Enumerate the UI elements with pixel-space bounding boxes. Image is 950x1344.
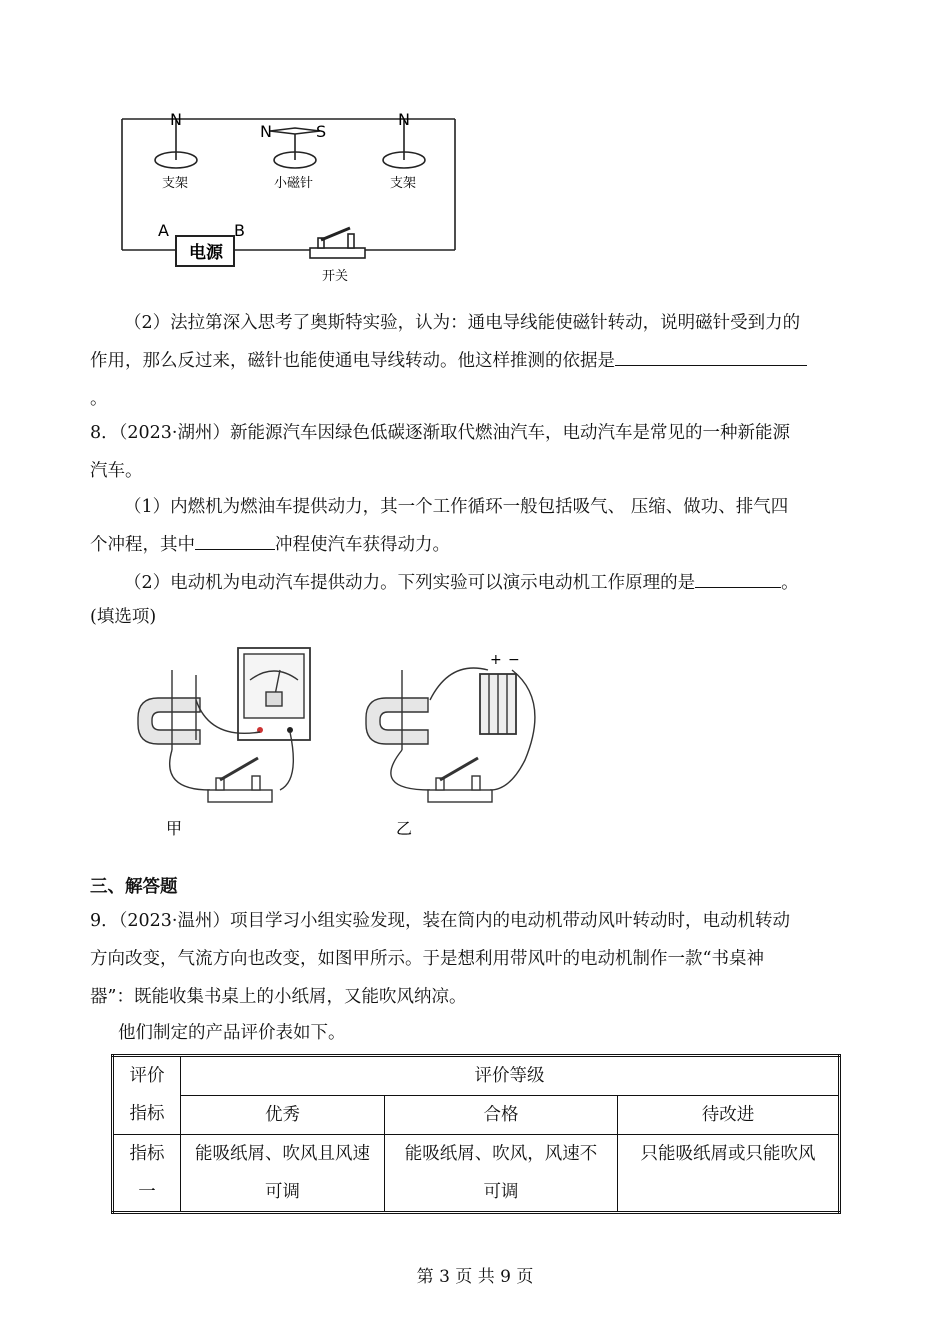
terminal-b-label: B — [234, 221, 245, 240]
battery-plus-label: + — [490, 652, 502, 668]
q8-part1-line1: （1）内燃机为燃油车提供动力，其一个工作循环一般包括吸气、 压缩、做功、排气四 — [124, 497, 789, 517]
q9-line3: 器”：既能收集书桌上的小纸屑，又能吹风纳凉。 — [90, 987, 467, 1007]
indicator-header-cell — [113, 1056, 181, 1135]
circuit-figure — [110, 100, 470, 290]
page-footer: 第 3 页 共 9 页 — [416, 1267, 534, 1287]
cell-improve: 只能吸纸屑或只能吹风 — [618, 1135, 840, 1213]
indicator-header-text: 指标 — [129, 1104, 165, 1124]
needle-label: 小磁针 — [274, 176, 314, 191]
cell-text: 能吸纸屑、吹风且风速 — [195, 1144, 370, 1164]
stand-left-label: 支架 — [162, 176, 189, 191]
north-label-right: N — [398, 110, 410, 129]
battery-minus-label: − — [508, 652, 520, 668]
q9-line1: 9．（2023·温州）项目学习小组实验发现，装在筒内的电动机带动风叶转动时，电动机转动 — [90, 911, 790, 931]
indicator-header-text: 评价 — [129, 1066, 165, 1086]
table-row — [113, 1135, 840, 1213]
q8-stem-line1: 8．（2023·湖州）新能源汽车因绿色低碳逐渐取代燃油汽车，电动汽车是常见的一种新能源 — [90, 423, 790, 443]
row-label-text: 一 — [138, 1182, 156, 1202]
q7-part2-line3: 。 — [90, 389, 108, 409]
answer-blank[interactable] — [695, 565, 781, 588]
q8-part2-line1 — [90, 564, 860, 602]
q8-part1-line2 — [90, 526, 860, 564]
col-pass-header: 合格 — [385, 1096, 618, 1135]
section-title: 三、解答题 — [90, 877, 178, 897]
answer-blank[interactable] — [615, 343, 807, 366]
cell-text: 可调 — [483, 1182, 519, 1202]
q7-part2-line1: （2）法拉第深入思考了奥斯特实验，认为：通电导线能使磁针转动，说明磁针受到力的 — [124, 313, 801, 333]
experiment-figure — [130, 640, 560, 845]
answer-blank[interactable] — [195, 527, 275, 550]
row-label-text: 指标 — [129, 1144, 165, 1164]
row-label-cell — [113, 1135, 181, 1213]
grade-header-cell: 评价等级 — [181, 1056, 840, 1096]
needle-north-label: N — [260, 122, 272, 141]
q9-line4: 他们制定的产品评价表如下。 — [118, 1023, 346, 1043]
q9-line2: 方向改变，气流方向也改变，如图甲所示。于是想利用带风叶的电动机制作一款“书桌神 — [90, 949, 764, 969]
needle-south-label: S — [316, 122, 327, 141]
q8-part1-text-a: 个冲程，其中 — [90, 535, 195, 555]
cell-excellent — [181, 1135, 385, 1213]
terminal-a-label: A — [158, 221, 169, 240]
figure-yi-label: 乙 — [396, 819, 413, 838]
q8-part1-text-b: 冲程使汽车获得动力。 — [275, 535, 450, 555]
cell-pass — [385, 1135, 618, 1213]
cell-text: 可调 — [265, 1182, 300, 1202]
switch-label: 开关 — [322, 269, 349, 284]
q8-part2-line2: (填选项) — [90, 607, 157, 627]
stand-right-label: 支架 — [390, 176, 417, 191]
q8-part2-text-a: （2）电动机为电动汽车提供动力。下列实验可以演示电动机工作原理的是 — [124, 573, 696, 593]
power-label: 电源 — [189, 243, 223, 263]
evaluation-table — [111, 1054, 841, 1214]
q7-part2-text: 作用，那么反过来，磁针也能使通电导线转动。他这样推测的依据是 — [90, 351, 615, 371]
q8-part2-text-b: 。 — [781, 573, 799, 593]
col-improve-header: 待改进 — [618, 1096, 840, 1135]
cell-text: 能吸纸屑、吹风，风速不 — [404, 1144, 598, 1164]
q8-stem-line2: 汽车。 — [90, 461, 143, 481]
q7-part2-line2 — [90, 342, 860, 380]
figure-jia-label: 甲 — [166, 819, 183, 838]
col-excellent-header: 优秀 — [181, 1096, 385, 1135]
north-label-left: N — [170, 110, 182, 129]
